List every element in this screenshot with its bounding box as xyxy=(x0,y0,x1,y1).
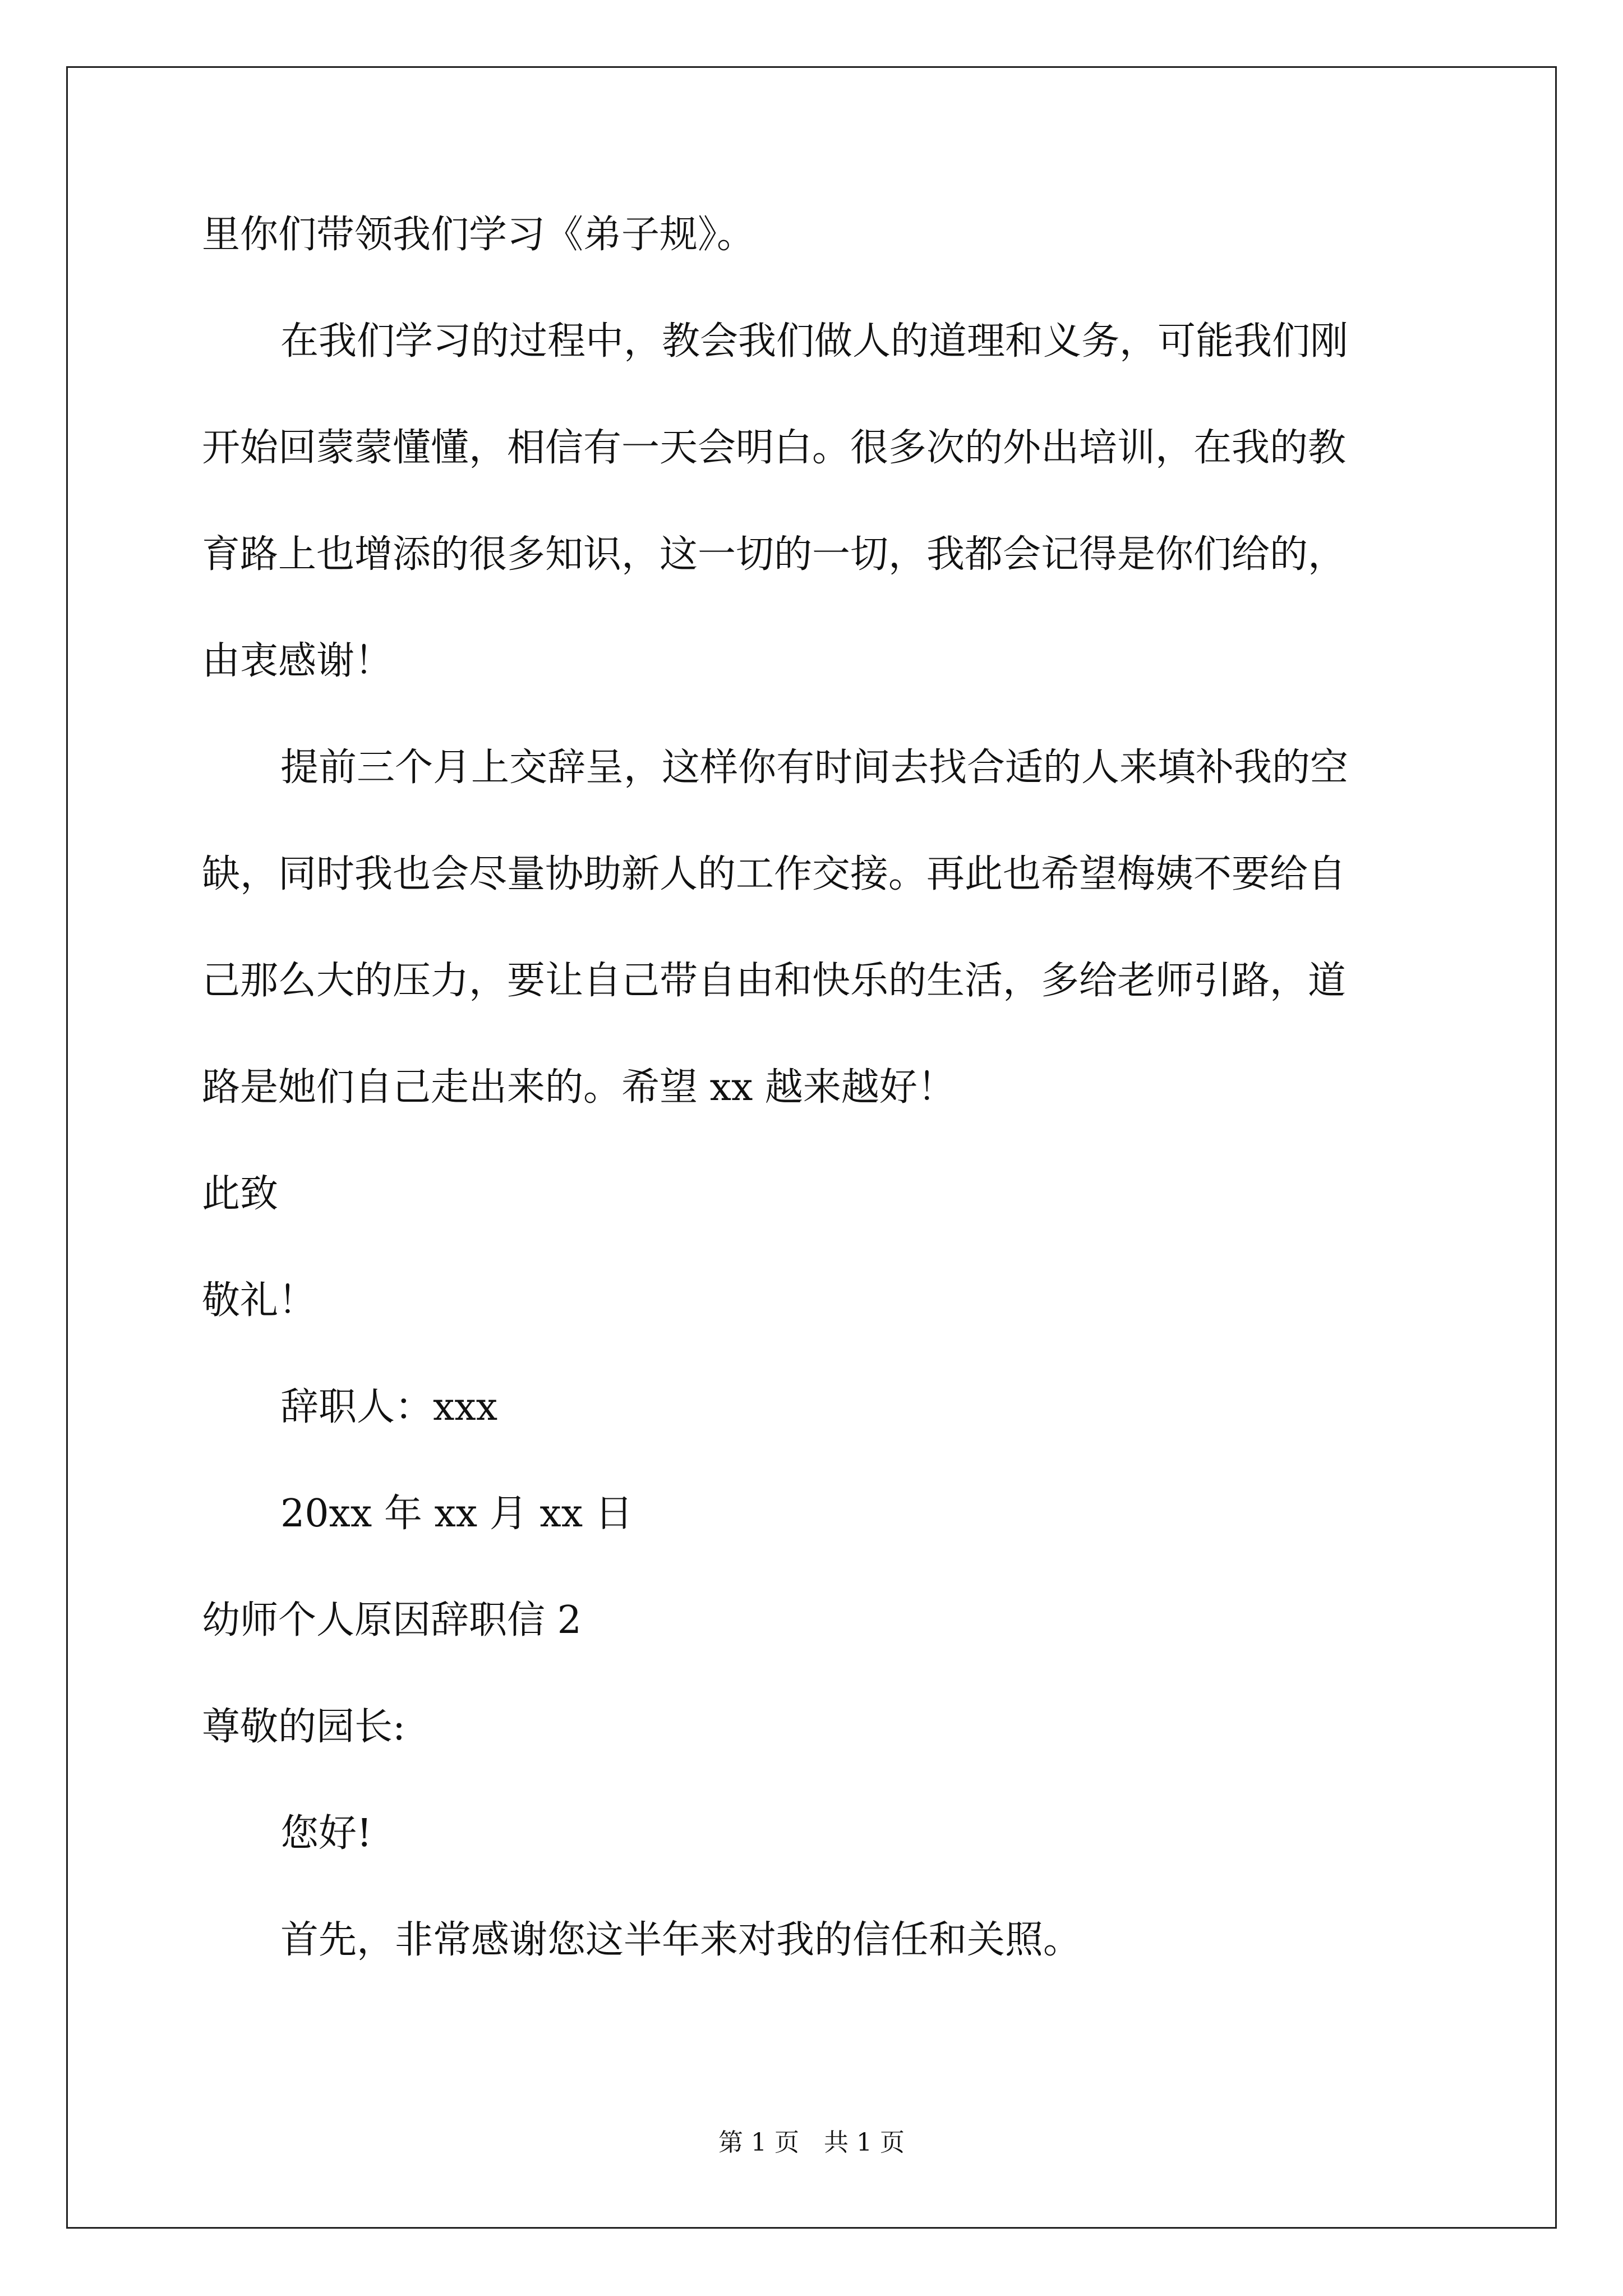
text-line: 里你们带领我们学习《弟子规》。 xyxy=(202,213,755,257)
section-title: 幼师个人原因辞职信 2 xyxy=(202,1598,582,1642)
greeting: 您好! xyxy=(280,1811,372,1856)
text-line: 由衷感谢！ xyxy=(202,639,393,683)
closing-line: 此致 xyxy=(202,1172,279,1216)
text-line: 开始回蒙蒙懂懂，相信有一天会明白。很多次的外出培训，在我的教 xyxy=(202,426,1347,470)
page-footer: 第 1 页 共 1 页 xyxy=(718,2128,905,2157)
text-line: 己那么大的压力，要让自己带自由和快乐的生活，多给老师引路，道 xyxy=(202,959,1347,1003)
salutation: 尊敬的园长: xyxy=(202,1705,405,1749)
text-line: 路是她们自己走出来的。希望 xx 越来越好！ xyxy=(202,1065,956,1110)
text-line: 育路上也增添的很多知识，这一切的一切，我都会记得是你们给的， xyxy=(202,532,1347,577)
text-line: 缺，同时我也会尽量协助新人的工作交接。再此也希望梅姨不要给自 xyxy=(202,852,1347,896)
closing-salute: 敬礼！ xyxy=(202,1278,317,1323)
text-line: 在我们学习的过程中，教会我们做人的道理和义务，可能我们刚 xyxy=(280,319,1349,364)
text-line: 首先，非常感谢您这半年来对我的信任和关照。 xyxy=(280,1918,1082,1962)
signature-date: 20xx 年 xx 月 xx 日 xyxy=(280,1492,633,1536)
page-border xyxy=(66,66,1557,2229)
text-line: 提前三个月上交辞呈，这样你有时间去找合适的人来填补我的空 xyxy=(280,746,1349,790)
signature-name: 辞职人：xxx xyxy=(280,1385,498,1429)
